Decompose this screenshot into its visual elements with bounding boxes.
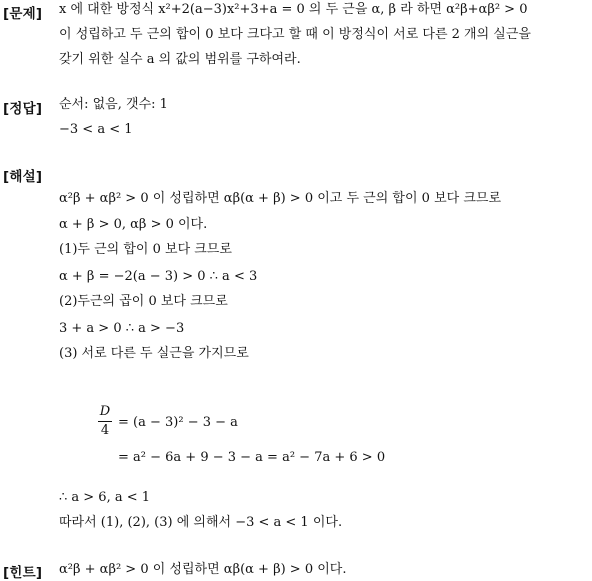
solution-line-2: α + β > 0, αβ > 0 이다. bbox=[59, 217, 208, 232]
conclusion-line: ∴ a > 6, a < 1 bbox=[59, 490, 151, 505]
solution-line-7: (3) 서로 다른 두 실근을 가지므로 bbox=[59, 346, 249, 361]
fraction-bar bbox=[98, 421, 112, 422]
problem-line-1: x 에 대한 방정식 x²+2(a−3)x²+3+a = 0 의 두 근을 α, β 라 하면 α²β+αβ² > 0 bbox=[59, 2, 528, 17]
solution-line-3: (1)두 근의 합이 0 보다 크므로 bbox=[59, 242, 232, 257]
equation-line-1: = (a − 3)² − 3 − a bbox=[118, 415, 238, 430]
answer-label: [정답] bbox=[3, 101, 43, 117]
fraction-numerator: D bbox=[99, 404, 111, 419]
problem-line-3: 갖기 위한 실수 a 의 값의 범위를 구하여라. bbox=[59, 52, 301, 67]
answer-line-1: 순서: 없음, 갯수: 1 bbox=[59, 97, 168, 112]
problem-label: [문제] bbox=[3, 6, 43, 22]
hint-text: α²β + αβ² > 0 이 성립하면 αβ(α + β) > 0 이다. bbox=[59, 562, 347, 577]
fraction-denominator: 4 bbox=[100, 423, 110, 438]
equation-line-2: = a² − 6a + 9 − 3 − a = a² − 7a + 6 > 0 bbox=[118, 450, 386, 465]
fraction-d-over-4 bbox=[98, 404, 112, 439]
solution-line-6: 3 + a > 0 ∴ a > −3 bbox=[59, 321, 185, 336]
solution-line-1: α²β + αβ² > 0 이 성립하면 αβ(α + β) > 0 이고 두 근의 합이 0 보다 크므로 bbox=[59, 191, 501, 206]
answer-line-2: −3 < a < 1 bbox=[59, 122, 133, 137]
problem-line-2: 이 성립하고 두 근의 합이 0 보다 크다고 할 때 이 방정식이 서로 다른 2 개의 실근을 bbox=[59, 27, 531, 42]
solution-line-5: (2)두근의 곱이 0 보다 크므로 bbox=[59, 294, 228, 309]
final-answer-line: 따라서 (1), (2), (3) 에 의해서 −3 < a < 1 이다. bbox=[59, 515, 343, 530]
solution-label: [해설] bbox=[3, 169, 43, 185]
hint-label: [힌트] bbox=[3, 565, 43, 581]
solution-line-4: α + β = −2(a − 3) > 0 ∴ a < 3 bbox=[59, 269, 258, 284]
